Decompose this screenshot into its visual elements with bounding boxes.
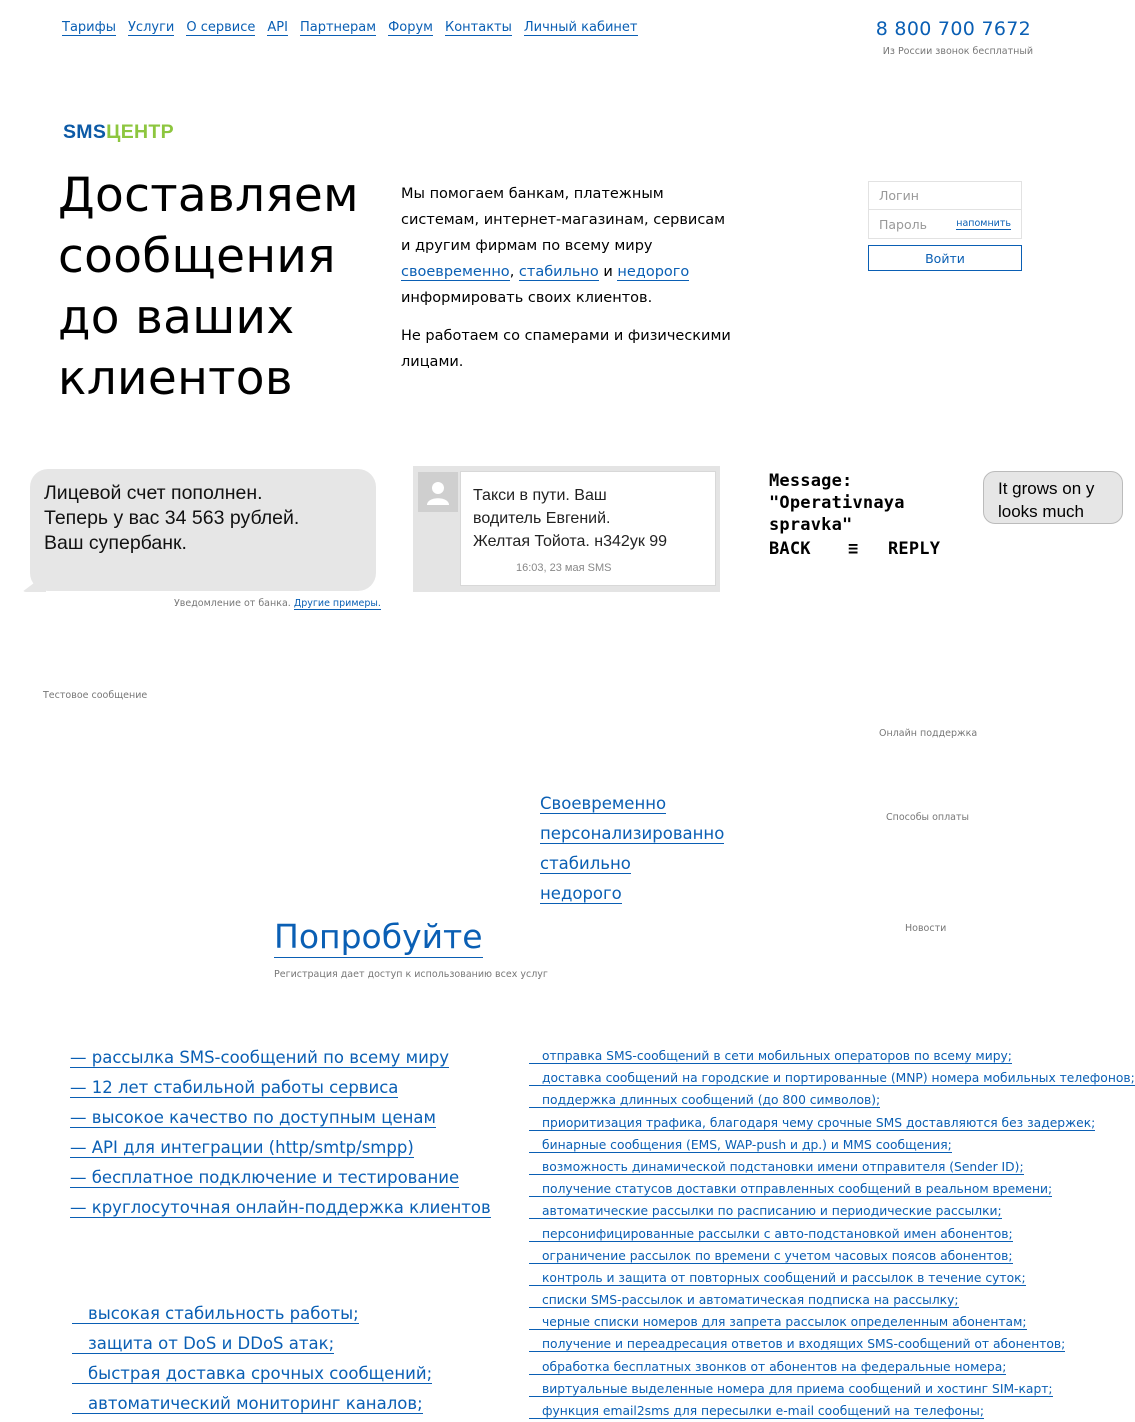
nav-tariffs[interactable]: Тарифы: [62, 20, 116, 35]
nav-about[interactable]: О сервисе: [186, 20, 256, 35]
advantage-link[interactable]: — 12 лет стабильной работы сервиса: [70, 1078, 399, 1097]
nav-partners[interactable]: Партнерам: [299, 20, 377, 35]
list-item: [70, 1043, 491, 1073]
reliability-list: [72, 1299, 432, 1419]
nav-contacts[interactable]: Контакты: [444, 20, 512, 35]
capability-link[interactable]: приоритизация трафика, благодаря чему срочные SMS доставляются без задержек;: [529, 1116, 1095, 1131]
list-item: [72, 1299, 432, 1329]
capability-link[interactable]: получение статусов доставки отправленных сообщений в реальном времени;: [529, 1182, 1052, 1197]
pixel-softkeys: [769, 538, 944, 562]
intro-comma: ,: [509, 264, 515, 280]
list-item: [540, 789, 724, 819]
login-form: [868, 181, 1022, 271]
reliability-link[interactable]: защита от DoS и DDoS атак;: [72, 1334, 334, 1354]
list-item: [540, 879, 724, 909]
password-placeholder: Пароль: [879, 216, 927, 232]
taxi-sms-line: Такси в пути. Ваш: [473, 487, 607, 504]
advantage-link[interactable]: — высокое качество по доступным ценам: [70, 1108, 436, 1127]
payment-methods-label: Способы оплаты: [886, 812, 970, 823]
logo-center: ЦЕНТР: [106, 121, 174, 143]
password-field[interactable]: [868, 210, 1022, 239]
list-item: [529, 1223, 1135, 1245]
user-icon: [425, 479, 451, 505]
taxi-sms-time: 16:03, 23 мая SMS: [516, 562, 612, 574]
phone-note: Из России звонок бесплатный: [882, 46, 1033, 57]
list-item: [72, 1359, 432, 1389]
list-item: [529, 1311, 1135, 1333]
pixel-reply: REPLY: [888, 539, 941, 559]
intro-and: и: [603, 264, 613, 280]
capability-link[interactable]: бинарные сообщения (EMS, WAP-push и др.) и MMS сообщения;: [529, 1138, 952, 1153]
advantage-link[interactable]: — круглосуточная онлайн-поддержка клиентов: [70, 1198, 491, 1217]
list-item: [529, 1200, 1135, 1222]
advantage-link[interactable]: — API для интеграции (http/smtp/smpp): [70, 1138, 414, 1157]
bank-sms-line: Ваш супербанк.: [44, 532, 187, 554]
more-examples-link[interactable]: Другие примеры.: [293, 598, 381, 609]
link-stable[interactable]: стабильно: [518, 264, 599, 280]
capability-link[interactable]: отправка SMS-сообщений в сети мобильных операторов по всему миру;: [529, 1049, 1012, 1064]
bank-sms-line: Теперь у вас 34 563 рублей.: [44, 507, 300, 529]
nav-services[interactable]: Услуги: [128, 20, 175, 35]
capability-link[interactable]: виртуальные выделенные номера для приема сообщений и хостинг SIM-карт;: [529, 1382, 1053, 1397]
reliability-link[interactable]: автоматический мониторинг каналов;: [72, 1394, 423, 1414]
capability-link[interactable]: обработка бесплатных звонков от абонентов на федеральные номера;: [529, 1360, 1006, 1375]
intro-paragraph-2: Не работаем со спамерами и физическими лицами.: [401, 328, 731, 370]
test-message-label: Тестовое сообщение: [43, 690, 148, 701]
hero-line: сообщения: [58, 229, 336, 284]
try-link[interactable]: Попробуйте: [274, 917, 483, 956]
features-list: [540, 789, 724, 909]
pixel-line: spravka": [769, 515, 853, 535]
list-item: [529, 1134, 1135, 1156]
list-item: [70, 1193, 491, 1223]
login-button[interactable]: Войти: [868, 245, 1022, 271]
intro-text-end: информировать своих клиентов.: [401, 290, 653, 306]
list-item: [529, 1178, 1135, 1200]
pixel-phone-screen: [769, 470, 944, 562]
hero-line: до ваших: [58, 290, 295, 345]
capability-link[interactable]: автоматические рассылки по расписанию и периодические рассылки;: [529, 1204, 1002, 1219]
bank-sms-bubble: [30, 469, 376, 591]
list-item: [529, 1400, 1135, 1422]
feature-link[interactable]: недорого: [540, 884, 622, 903]
list-item: [529, 1289, 1135, 1311]
news-label: Новости: [905, 923, 947, 934]
online-support-label: Онлайн поддержка: [879, 728, 978, 739]
list-item: [529, 1112, 1135, 1134]
logo-sms: SMS: [63, 121, 107, 143]
nav-api[interactable]: API: [267, 20, 288, 35]
list-item: [70, 1133, 491, 1163]
list-item: [529, 1245, 1135, 1267]
list-item: [529, 1378, 1135, 1400]
list-item: [70, 1163, 491, 1193]
nav-forum[interactable]: Форум: [388, 20, 433, 35]
pixel-back: BACK: [769, 539, 811, 559]
login-field[interactable]: [868, 181, 1022, 210]
intro-text-start: Мы помогаем банкам, платежным системам, интернет-магазинам, сервисам и другим фирмам по всему миру: [401, 186, 726, 254]
list-item: [70, 1103, 491, 1133]
reliability-link[interactable]: высокая стабильность работы;: [72, 1304, 359, 1324]
list-item: [529, 1067, 1135, 1089]
capability-link[interactable]: ограничение рассылок по времени с учетом часовых поясов абонентов;: [529, 1249, 1013, 1264]
list-item: [70, 1073, 491, 1103]
capability-link[interactable]: функция email2sms для пересылки e-mail сообщений на телефоны;: [529, 1404, 984, 1419]
avatar: [418, 472, 458, 512]
logo[interactable]: [63, 121, 174, 144]
hero-heading: [58, 165, 398, 409]
phone-number[interactable]: 8 800 700 7672: [875, 18, 1031, 40]
nav-account[interactable]: Личный кабинет: [523, 20, 638, 35]
capability-link[interactable]: поддержка длинных сообщений (до 800 символов);: [529, 1093, 880, 1108]
list-item: [540, 819, 724, 849]
list-item: [529, 1045, 1135, 1067]
feature-link[interactable]: стабильно: [540, 854, 631, 873]
list-item: [540, 849, 724, 879]
link-cheap[interactable]: недорого: [617, 264, 690, 280]
list-item: [529, 1267, 1135, 1289]
list-item: [529, 1333, 1135, 1355]
try-note: Регистрация дает доступ к использованию всех услуг: [274, 969, 548, 980]
feature-link[interactable]: Своевременно: [540, 794, 667, 813]
top-nav: [62, 20, 638, 36]
advantage-link[interactable]: — бесплатное подключение и тестирование: [70, 1168, 460, 1187]
english-sms-line: looks much: [998, 502, 1084, 521]
menu-icon: ≡: [848, 539, 859, 559]
pixel-line: Message:: [769, 471, 853, 491]
taxi-sms-line: водитель Евгений.: [473, 510, 611, 527]
advantage-link[interactable]: — рассылка SMS-сообщений по всему миру: [70, 1048, 450, 1067]
capability-link[interactable]: персонифицированные рассылки с авто-подстановкой имен абонентов;: [529, 1227, 1013, 1242]
bank-sms-line: Лицевой счет пополнен.: [44, 482, 263, 504]
capability-link[interactable]: черные списки номеров для запрета рассылок определенным абонентам;: [529, 1315, 1027, 1330]
intro-paragraph-1: [401, 181, 731, 311]
taxi-sms-content: [460, 471, 716, 586]
bank-caption: [174, 598, 381, 609]
list-item: [529, 1089, 1135, 1111]
list-item: [529, 1356, 1135, 1378]
reliability-link[interactable]: быстрая доставка срочных сообщений;: [72, 1364, 432, 1384]
taxi-sms-line: Желтая Тойота. н342ук 99: [473, 533, 668, 550]
capability-link[interactable]: контроль и защита от повторных сообщений и рассылок в течение суток;: [529, 1271, 1026, 1286]
feature-link[interactable]: персонализированно: [540, 824, 725, 843]
list-item: [72, 1389, 432, 1419]
capability-link[interactable]: возможность динамической подстановки имени отправителя (Sender ID);: [529, 1160, 1024, 1175]
hero-line: клиентов: [58, 351, 293, 406]
list-item: [529, 1156, 1135, 1178]
login-placeholder: Логин: [879, 188, 919, 203]
english-sms-bubble: [983, 471, 1123, 524]
link-timely[interactable]: своевременно: [401, 264, 510, 280]
bank-caption-text: Уведомление от банка.: [174, 598, 291, 609]
capabilities-list: [529, 1045, 1135, 1422]
advantages-list: [70, 1043, 491, 1223]
capability-link[interactable]: получение и переадресация ответов и входящих SMS-сообщений от абонентов;: [529, 1337, 1065, 1352]
hero-line: Доставляем: [58, 168, 359, 223]
taxi-sms-card: [413, 466, 720, 592]
intro-text: [401, 181, 731, 375]
pixel-line: "Operativnaya: [769, 493, 905, 513]
capability-link[interactable]: списки SMS-рассылок и автоматическая подписка на рассылку;: [529, 1293, 959, 1308]
capability-link[interactable]: доставка сообщений на городские и портированные (MNP) номера мобильных телефонов;: [529, 1071, 1135, 1086]
english-sms-line: It grows on y: [998, 479, 1095, 498]
list-item: [72, 1329, 432, 1359]
remind-password-link[interactable]: напомнить: [956, 218, 1011, 229]
